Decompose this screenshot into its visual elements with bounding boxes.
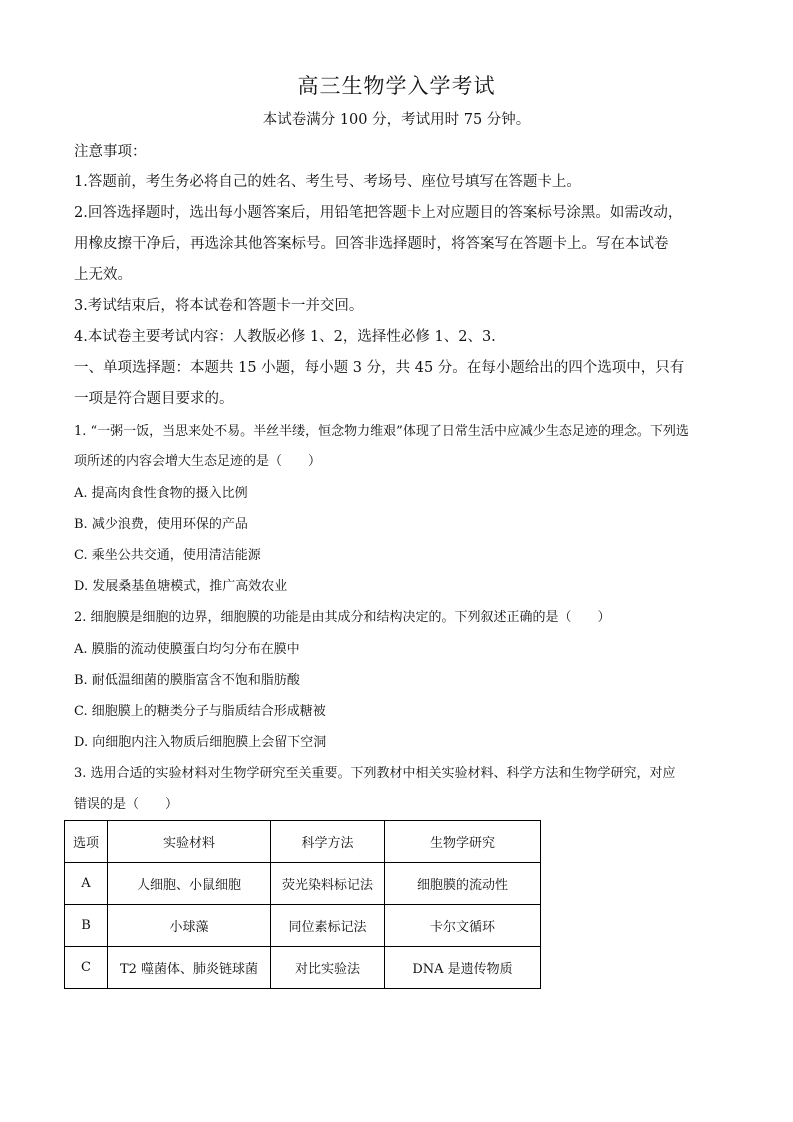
section-heading-line-1: 一、单项选择题：本题共 15 小题，每小题 3 分，共 45 分。在每小题给出的四个选项中，只有 bbox=[74, 360, 685, 376]
table-row bbox=[65, 947, 541, 989]
q2-stem: 2. 细胞膜是细胞的边界，细胞膜的功能是由其成分和结构决定的。下列叙述正确的是（ ） bbox=[74, 610, 611, 625]
q3-stem-line-2: 错误的是（ ） bbox=[74, 797, 179, 812]
q3-options-table bbox=[64, 820, 541, 989]
q1-option-c: C. 乘坐公共交通，使用清洁能源 bbox=[74, 548, 261, 563]
table-row bbox=[65, 905, 541, 947]
table-header-cell: 生物学研究 bbox=[385, 821, 541, 863]
q3-stem-line-1: 3. 选用合适的实验材料对生物学研究至关重要。下列教材中相关实验材料、科学方法和生物学研究，对应 bbox=[74, 766, 676, 781]
note-4: 4.本试卷主要考试内容：人教版必修 1、2，选择性必修 1、2、3. bbox=[74, 329, 496, 345]
table-cell: A bbox=[65, 863, 108, 905]
table-cell: 人细胞、小鼠细胞 bbox=[108, 863, 271, 905]
note-3: 3.考试结束后，将本试卷和答题卡一并交回。 bbox=[74, 298, 364, 314]
table-cell: 对比实验法 bbox=[271, 947, 385, 989]
q2-option-b: B. 耐低温细菌的膜脂富含不饱和脂肪酸 bbox=[74, 673, 300, 688]
table-cell: T2 噬菌体、肺炎链球菌 bbox=[108, 947, 271, 989]
table-cell: DNA 是遗传物质 bbox=[385, 947, 541, 989]
table-cell: 小球藻 bbox=[108, 905, 271, 947]
note-1: 1.答题前，考生务必将自己的姓名、考生号、考场号、座位号填写在答题卡上。 bbox=[74, 174, 581, 190]
table-row bbox=[65, 863, 541, 905]
table-cell: B bbox=[65, 905, 108, 947]
note-2-line-1: 2.回答选择题时，选出每小题答案后，用铅笔把答题卡上对应题目的答案标号涂黑。如需改动， bbox=[74, 205, 683, 221]
table-cell: 同位素标记法 bbox=[271, 905, 385, 947]
table-header-cell: 科学方法 bbox=[271, 821, 385, 863]
q1-option-d: D. 发展桑基鱼塘模式，推广高效农业 bbox=[74, 579, 288, 594]
note-2-line-3: 上无效。 bbox=[74, 267, 132, 283]
q1-option-a: A. 提高肉食性食物的摄入比例 bbox=[74, 486, 248, 501]
page-title: 高三生物学入学考试 bbox=[297, 74, 496, 98]
table-cell: 细胞膜的流动性 bbox=[385, 863, 541, 905]
q1-stem-line-1: 1. “一粥一饭，当思来处不易。半丝半缕，恒念物力维艰”体现了日常生活中应减少生态足迹的理念。下列选 bbox=[74, 424, 689, 439]
notes-heading: 注意事项： bbox=[74, 144, 147, 160]
q2-option-a: A. 膜脂的流动使膜蛋白均匀分布在膜中 bbox=[74, 642, 300, 657]
q1-option-b: B. 减少浪费，使用环保的产品 bbox=[74, 517, 248, 532]
table-cell: 荧光染料标记法 bbox=[271, 863, 385, 905]
q2-option-c: C. 细胞膜上的糖类分子与脂质结合形成糖被 bbox=[74, 704, 326, 719]
table-header-row bbox=[65, 821, 541, 863]
table-cell: 卡尔文循环 bbox=[385, 905, 541, 947]
exam-subtitle: 本试卷满分 100 分，考试用时 75 分钟。 bbox=[262, 112, 531, 128]
table-header-cell: 选项 bbox=[65, 821, 108, 863]
table-header-cell: 实验材料 bbox=[108, 821, 271, 863]
q2-option-d: D. 向细胞内注入物质后细胞膜上会留下空洞 bbox=[74, 735, 327, 750]
q1-stem-line-2: 项所述的内容会增大生态足迹的是（ ） bbox=[74, 454, 322, 469]
table-cell: C bbox=[65, 947, 108, 989]
note-2-line-2: 用橡皮擦干净后，再选涂其他答案标号。回答非选择题时，将答案写在答题卡上。写在本试卷 bbox=[74, 236, 669, 252]
section-heading-line-2: 一项是符合题目要求的。 bbox=[74, 391, 234, 407]
